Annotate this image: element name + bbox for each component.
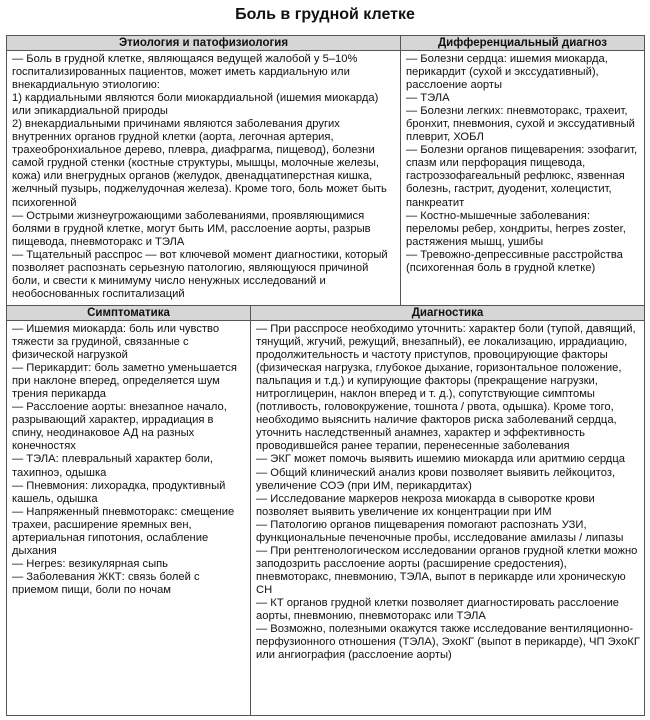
symptom-line: — Пневмония: лихорадка, продуктивный кашель, одышка xyxy=(12,479,226,505)
page-title: Боль в грудной клетке xyxy=(235,6,415,23)
symptom-line: — Ишемия миокарда: боль или чувство тяжести за грудиной, связанные с физической нагрузкой xyxy=(12,323,220,362)
symptoms-header: Симптоматика xyxy=(7,306,251,321)
symptom-line: — Herpes: везикулярная сыпь xyxy=(12,557,169,570)
symptom-line: — Расслоение аорты: внезапное начало, разрывающий характер, иррадиация в спину, неодинаковое АД на разных конечностях xyxy=(12,401,227,453)
etiology-cell xyxy=(7,51,401,306)
diagnostic-line: — При рентгенологическом исследовании органов грудной клетки можно заподозрить расслоение аорты (расширение средостения), пневмоторакс, пневмонию, ТЭЛА, выпот в перикарде или хроническую СН xyxy=(256,544,638,596)
diagnostic-line: — Патологию органов пищеварения помогают распознать УЗИ, функциональные печеночные пробы, исследование амилазы / липазы xyxy=(256,518,624,544)
diagnostics-header: Диагностика xyxy=(251,306,645,321)
diagnostic-line: — КТ органов грудной клетки позволяет диагностировать расслоение аорты, пневмонию, пневмоторакс или ТЭЛА xyxy=(256,596,620,623)
symptom-line: — Заболевания ЖКТ: связь болей с приемом пищи, боли по ночам xyxy=(12,570,200,596)
differential-cell xyxy=(401,51,645,306)
summary-table xyxy=(6,35,645,716)
diagnostic-line: — Исследование маркеров некроза миокарда в сыворотке крови позволяет выявить увеличение их концентрации при ИМ xyxy=(256,492,595,518)
diagnostic-line: — Возможно, полезными окажутся также исследование вентиляционно-перфузионного отношения (ТЭЛА), ЭхоКГ (выпот в перикарде), ЧП ЭхоКГ или ангиография (расслоение аорты) xyxy=(256,623,640,662)
diagnostics-cell xyxy=(251,321,645,716)
differential-line: — Костно-мышечные заболевания: переломы ребер, хондриты, herpes zoster, растяжения мышц, ушибы xyxy=(406,209,626,248)
symptom-line: — ТЭЛА: плевральный характер боли, тахипноэ, одышка xyxy=(12,453,213,479)
symptom-line: — Перикардит: боль заметно уменьшается при наклоне вперед, определяется шум трения перикарда xyxy=(12,362,237,401)
differential-line: — Болезни легких: пневмоторакс, трахеит, бронхит, пневмония, сухой и экссудативный плеврит, ХОБЛ xyxy=(406,105,635,144)
diagnostic-line: — При расспросе необходимо уточнить: характер боли (тупой, давящий, тянущий, жгучий, режущий, внезапный), ее локализацию, иррадиацию, продолжительность и частоту приступов, провоцирующие факторы (физическая нагрузка, глубокое дыхание, горизонтальное положение, пальпация и т.д.) и купирующие факторы (прекращение нагрузки, нитроглицерин, наклон вперед и т. д.), сопутствующие симптомы (потливость, головокружение, тошнота / рвота, одышка). Кроме того, необходимо выяснить наличие факторов риска заболеваний сердца, уточнить наследственный анамнез, характер и эффективность проводившейся ранее терапии, перенесенные заболевания xyxy=(256,323,636,453)
differential-line: — Болезни сердца: ишемия миокарда, перикардит (сухой и экссудативный), расслоение аорты xyxy=(406,53,608,92)
etiology-line: 2) внекардиальными причинами являются заболевания других внутренних органов грудной клетки (аорта, легочная артерия, трахеобронхиальное дерево, плевра, диафрагма, пищевод), болезни самой грудной стенки (костные структуры, мышцы, молочные железы, кожа) или внегрудных органов (желудок, двенадцатиперстная кишка, желчный пузырь, поджелудочная железа). Кроме того, боль может быть психогенной xyxy=(12,118,387,209)
symptom-line: — Напряженный пневмоторакс: смещение трахеи, расширение яремных вен, артериальная гипотония, ослабление дыхания xyxy=(12,505,235,557)
differential-header: Дифференциальный диагноз xyxy=(401,36,645,51)
etiology-line: — Острыми жизнеугрожающими заболеваниями, проявляющимися болями в грудной клетке, могут быть ИМ, расслоение аорты, разрыв пищевода, пневмоторакс и ТЭЛА xyxy=(12,209,371,248)
differential-line: — ТЭЛА xyxy=(406,92,450,105)
diagnostic-line: — Общий клинический анализ крови позволяет выявить лейкоцитоз, увеличение СОЭ (при ИМ, перикардитах) xyxy=(256,466,616,492)
etiology-line: 1) кардиальными являются боли миокардиальной (ишемия миокарда) или эпикардиальной природы xyxy=(12,92,379,118)
diagnostic-line: — ЭКГ может помочь выявить ишемию миокарда или аритмию сердца xyxy=(256,453,625,466)
etiology-header: Этиология и патофизиология xyxy=(7,36,401,51)
etiology-line: — Тщательный расспрос — вот ключевой момент диагностики, который позволяет распознать серьезную патологию, являющуюся причиной боли, и свести к минимуму число ненужных исследований и необоснованных госпитализаций xyxy=(12,248,388,300)
differential-line: — Тревожно-депрессивные расстройства (психогенная боль в грудной клетке) xyxy=(406,248,623,274)
symptoms-cell xyxy=(7,321,251,716)
differential-line: — Болезни органов пищеварения: эзофагит, спазм или перфорация пищевода, гастроэзофагеальный рефлюкс, язвенная болезнь, гастрит, дуоденит, холецистит, панкреатит xyxy=(406,144,638,209)
etiology-line: — Боль в грудной клетке, являющаяся ведущей жалобой у 5–10% госпитализированных пациентов, может иметь кардиальную или внекардиальную этиологию: xyxy=(12,53,358,92)
